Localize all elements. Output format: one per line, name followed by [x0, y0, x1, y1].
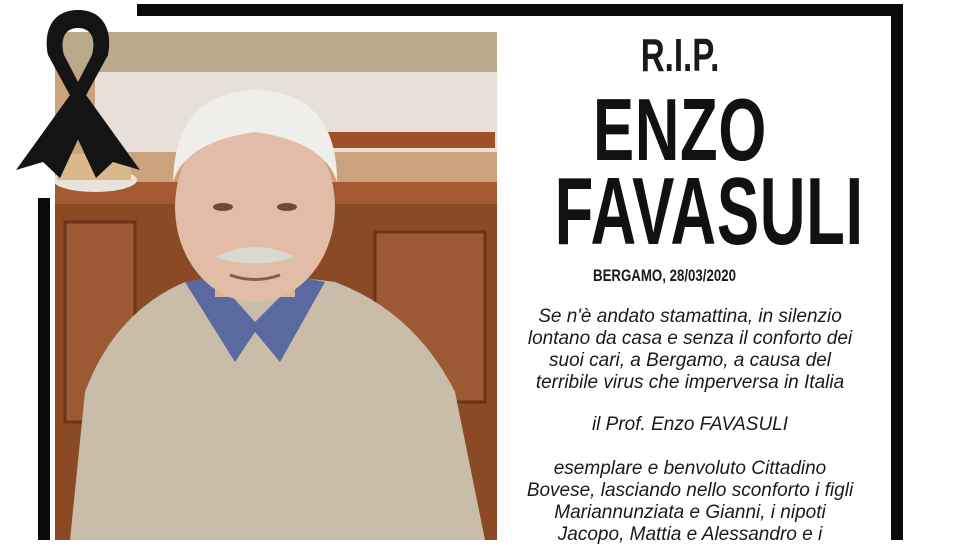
announcement-line: suoi cari, a Bergamo, a causa del: [549, 350, 831, 371]
family-line: Mariannunziata e Gianni, i nipoti: [554, 502, 826, 523]
frame-left-border: [38, 198, 50, 540]
frame-right-border: [891, 4, 903, 540]
last-name: FAVASULI: [554, 158, 864, 265]
announcement-line: terribile virus che imperversa in Italia: [535, 372, 845, 393]
announcement-line: lontano da casa e senza il conforto dei: [527, 328, 853, 349]
announcement-paragraph: [510, 306, 870, 394]
announcement-line: Se n'è andato stamattina, in silenzio: [538, 306, 842, 327]
family-paragraph: [510, 458, 870, 546]
family-line: esemplare e benvoluto Cittadino: [553, 458, 827, 479]
frame-top-border: [137, 4, 903, 16]
first-name: ENZO: [593, 80, 767, 179]
mourning-ribbon-icon: [8, 0, 148, 180]
family-line: Jacopo, Mattia e Alessandro e i: [557, 524, 823, 545]
place-date: BERGAMO, 28/03/2020: [593, 266, 736, 285]
rip-heading: R.I.P.: [640, 29, 720, 81]
family-line: Bovese, lasciando nello sconforto i figli: [526, 480, 854, 501]
deceased-title-line: il Prof. Enzo FAVASULI: [591, 414, 789, 435]
